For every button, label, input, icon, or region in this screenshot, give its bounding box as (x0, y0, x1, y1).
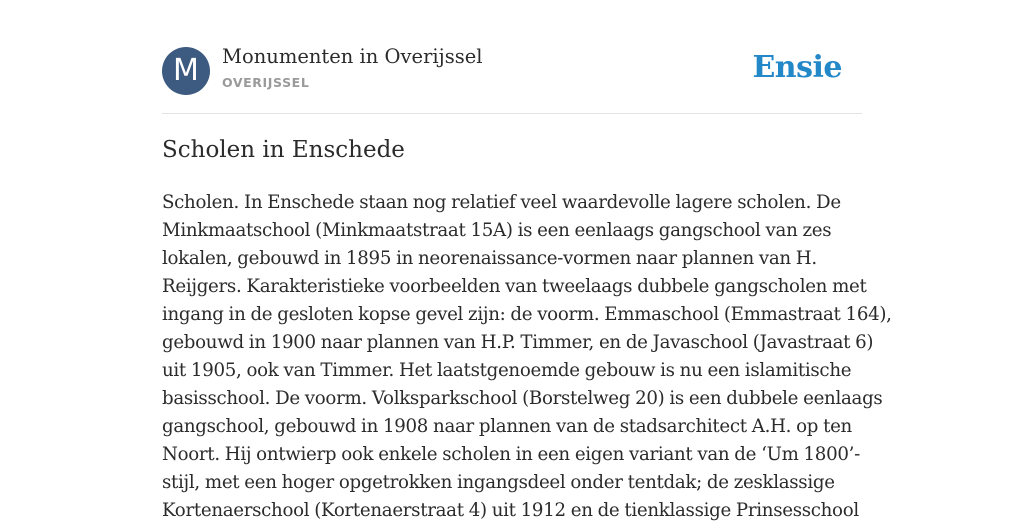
article-body-line: ingang in de gesloten kopse gevel zijn: de voorm. Emmaschool (Emmastraat 164), (162, 304, 892, 325)
article-body-line: Minkmaatschool (Minkmaatstraat 15A) is een eenlaags gangschool van zes (162, 220, 832, 241)
article-body-line: gangschool, gebouwd in 1908 naar plannen van de stadsarchitect A.H. op ten (162, 416, 852, 437)
article-body-line: uit 1905, ook van Timmer. Het laatstgenoemde gebouw is nu een islamitische (162, 360, 852, 381)
article-body-line: Reijgers. Karakteristieke voorbeelden van tweelaags dubbele gangscholen met (162, 276, 867, 297)
site-header (162, 0, 862, 114)
article-body-line: Scholen. In Enschede staan nog relatief veel waardevolle lagere scholen. De (162, 192, 841, 213)
avatar[interactable]: M (162, 47, 210, 95)
article-body-line: Kortenaerschool (Kortenaerstraat 4) uit 1912 en de tienklassige Prinsesschool (162, 500, 859, 521)
article-body-line: Noort. Hij ontwierp ook enkele scholen in een eigen variant van de ‘Um 1800’- (162, 444, 860, 465)
article-title: Scholen in Enschede (162, 137, 405, 163)
brand-logo[interactable]: Ensie (752, 50, 842, 85)
site-subtitle: OVERIJSSEL (222, 75, 310, 90)
page-card (162, 0, 892, 521)
article-body-line: gebouwd in 1900 naar plannen van H.P. Timmer, en de Javaschool (Javastraat 6) (162, 332, 874, 353)
article-body (162, 189, 892, 525)
article-body-line: stijl, met een hoger opgetrokken ingangsdeel onder tentdak; de zesklassige (162, 472, 835, 493)
site-title-link[interactable]: Monumenten in Overijssel (222, 45, 483, 68)
article-body-line: lokalen, gebouwd in 1895 in neorenaissance-vormen naar plannen van H. (162, 248, 817, 269)
article-body-line: basisschool. De voorm. Volksparkschool (Borstelweg 20) is een dubbele eenlaags (162, 388, 883, 409)
